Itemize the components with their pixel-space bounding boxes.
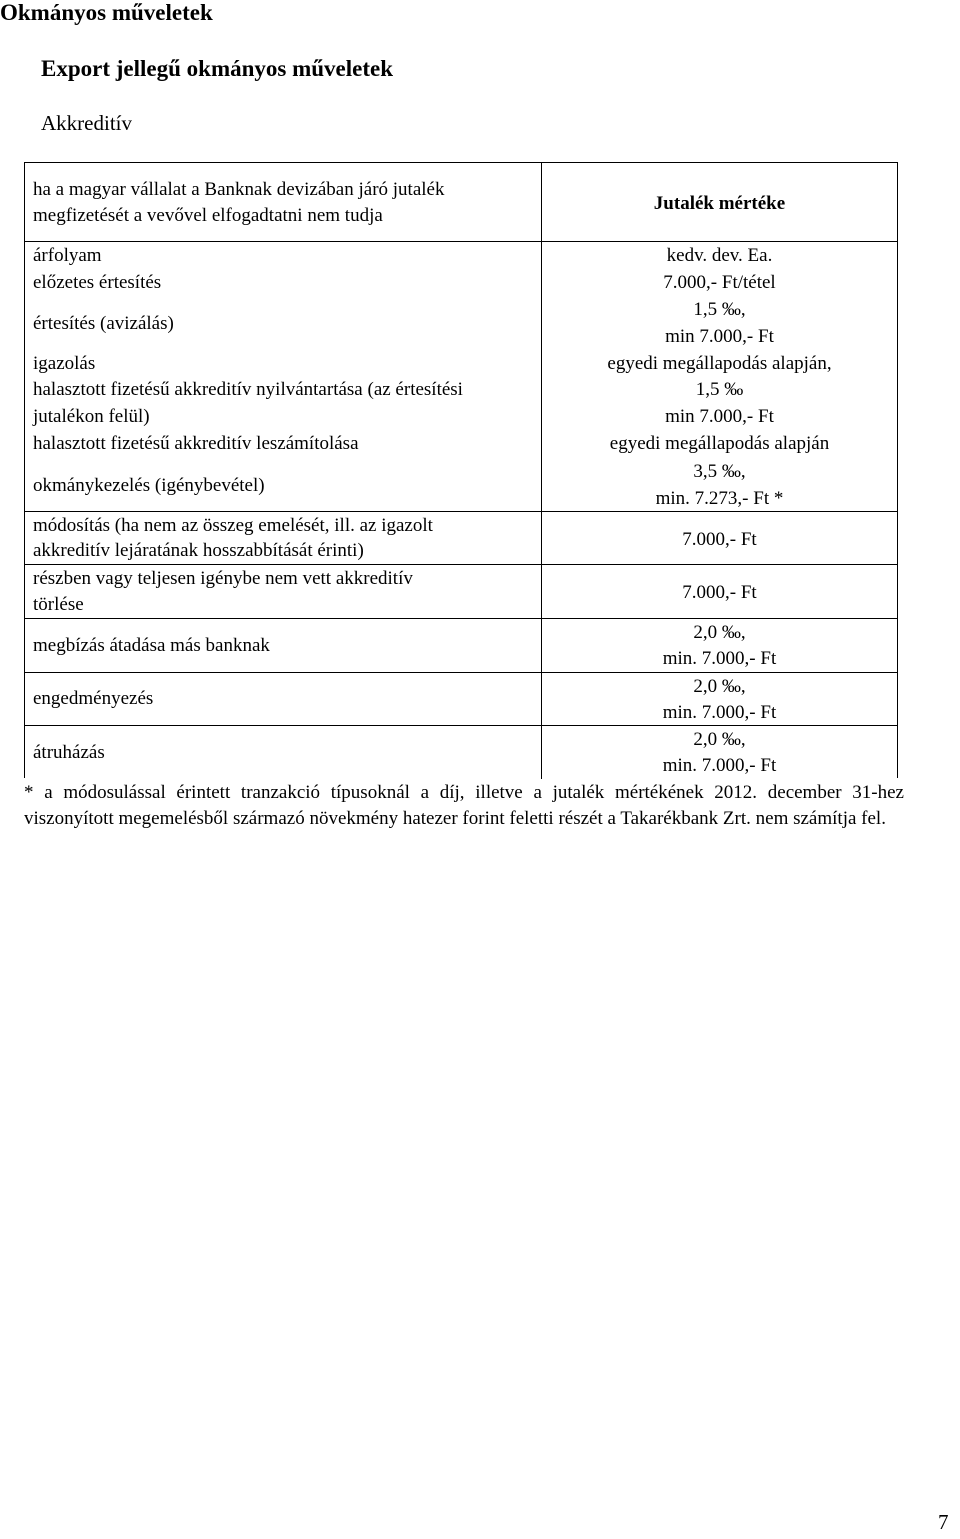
page-title: Okmányos műveletek [0, 0, 213, 25]
row-divider [25, 618, 897, 619]
row-value: min 7.000,- Ft [665, 326, 774, 347]
row-label: engedményezés [33, 688, 154, 709]
row-value: min. 7.000,- Ft [662, 702, 777, 723]
row-value: 7.000,- Ft [682, 529, 757, 550]
row-value: 1,5 ‰, [693, 299, 746, 320]
section-title: Export jellegű okmányos műveletek [41, 56, 394, 81]
table-header-left: ha a magyar vállalat a Banknak devizában járó jutalék megfizetését a vevővel elfogadtatni nem tudja [33, 179, 445, 226]
page-number: 7 [938, 1510, 949, 1534]
row-value: min. 7.000,- Ft [662, 648, 777, 669]
row-value: 2,0 ‰, [693, 729, 746, 750]
row-label: átruházás [33, 742, 105, 763]
row-divider [25, 564, 897, 565]
row-label: jutalékon felül) [33, 406, 150, 427]
row-label: előzetes értesítés [33, 272, 162, 293]
row-value: 7.000,- Ft/tétel [663, 272, 776, 293]
row-label: értesítés (avizálás) [33, 313, 174, 334]
row-value: 1,5 ‰ [695, 379, 744, 400]
table-header-right: Jutalék mértéke [653, 193, 786, 214]
row-label: okmánykezelés (igénybevétel) [33, 475, 265, 496]
row-label: akkreditív lejáratának hosszabbítását érinti) [33, 540, 364, 561]
row-value: 2,0 ‰, [693, 622, 746, 643]
subsection-title: Akkreditív [41, 111, 132, 135]
row-label: törlése [33, 594, 84, 615]
row-value: min 7.000,- Ft [665, 406, 774, 427]
fee-table [24, 162, 898, 778]
row-label: halasztott fizetésű akkreditív leszámítolása [33, 433, 359, 454]
row-label: árfolyam [33, 245, 102, 266]
row-label: részben vagy teljesen igénybe nem vett akkreditív [33, 568, 413, 589]
row-value: 2,0 ‰, [693, 676, 746, 697]
row-value: kedv. dev. Ea. [666, 245, 773, 266]
row-divider [25, 241, 897, 242]
row-label: megbízás átadása más banknak [33, 635, 270, 656]
row-value: 3,5 ‰, [693, 461, 746, 482]
row-value: 7.000,- Ft [682, 582, 757, 603]
row-label: halasztott fizetésű akkreditív nyilvántartása (az értesítési [33, 379, 463, 400]
row-label: módosítás (ha nem az összeg emelését, ill. az igazolt [33, 515, 433, 536]
row-label: igazolás [33, 353, 96, 374]
row-value: egyedi megállapodás alapján [609, 433, 830, 454]
row-divider [25, 672, 897, 673]
row-value: egyedi megállapodás alapján, [607, 353, 832, 374]
row-value: min. 7.000,- Ft [662, 755, 777, 776]
row-value: min. 7.273,- Ft * [655, 488, 784, 509]
footnote: * a módosulással érintett tranzakció típusoknál a díj, illetve a jutalék mértékének 2012. december 31-hez viszonyított megemelésből származó növekmény hatezer forint feletti részét a Takarékbank Zrt. nem számítja fel. [24, 782, 904, 829]
